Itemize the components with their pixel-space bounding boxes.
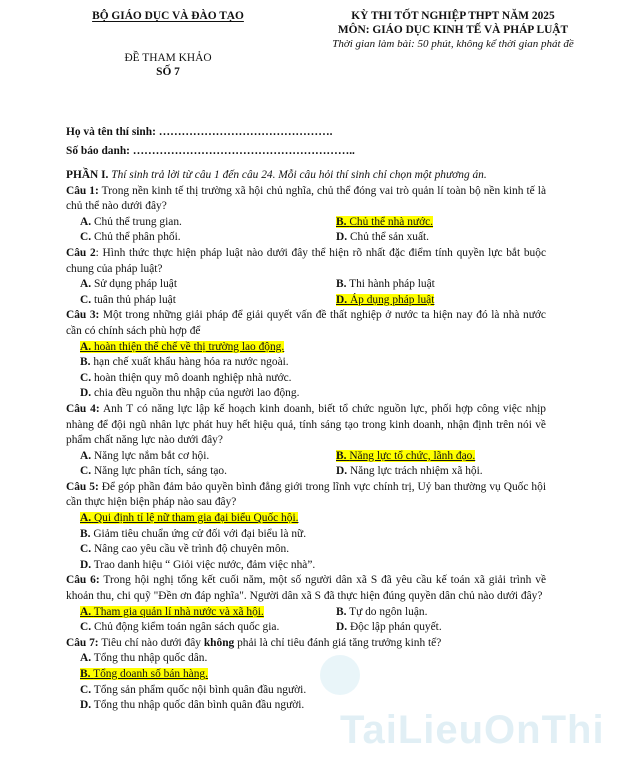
question-label: Câu 5: (66, 480, 99, 493)
option-text: Năng lực nắm bắt cơ hội. (93, 449, 210, 462)
question-7 (66, 636, 546, 652)
options-6 (66, 605, 546, 636)
question-2 (66, 246, 546, 277)
question-text: : Hình thức thực hiện pháp luật nào dưới đây thể hiện rõ nhất đặc điểm tính quyền lực bắt buộc chung của pháp luật? (66, 246, 546, 275)
option-d-correct (322, 293, 546, 309)
option-label: A. (80, 605, 92, 618)
option-b-correct (322, 449, 546, 465)
question-1 (66, 184, 546, 215)
option-text: Tự do ngôn luận. (349, 605, 428, 618)
question-text: Trong nền kinh tế thị trường xã hội chủ nghĩa, chủ thể đóng vai trò quản lí toàn bộ nền kinh tế là chủ thể nào dưới đây? (66, 184, 546, 213)
option-label: C. (80, 543, 92, 556)
option-label: D. (336, 293, 348, 306)
watermark-text: TaiLieuOnThi (340, 708, 605, 752)
option-label: A. (80, 449, 92, 462)
candidate-info (66, 123, 355, 161)
option-text: hoàn thiện thể chế về thị trường lao động. (93, 340, 285, 353)
question-label: Câu 3: (66, 309, 100, 322)
options-4 (66, 449, 546, 480)
option-text: Tổng thu nhập quốc dân bình quân đầu người. (93, 699, 305, 712)
exam-title: KỲ THI TỐT NGHIỆP THPT NĂM 2025 (351, 10, 555, 22)
option-text: Độc lập phán quyết. (349, 621, 442, 634)
option-a (66, 651, 546, 667)
option-label: B. (336, 215, 347, 228)
option-label: C. (80, 293, 92, 306)
option-c (66, 230, 322, 246)
option-label: B. (80, 527, 91, 540)
option-d (66, 558, 546, 574)
option-label: A. (80, 215, 92, 228)
option-a-correct (66, 511, 546, 527)
question-label: Câu 2 (66, 246, 96, 259)
option-text: Năng lực trách nhiệm xã hội. (349, 465, 483, 478)
option-label: C. (80, 465, 92, 478)
header-right (290, 10, 616, 50)
option-label: D. (80, 387, 92, 400)
option-text: Năng lực phân tích, sáng tạo. (93, 465, 227, 478)
options-1 (66, 215, 546, 246)
option-label: C. (80, 371, 92, 384)
option-text: Giảm tiêu chuẩn ứng cử đối với đại biểu là nữ. (93, 527, 307, 540)
option-text: hoàn thiện quy mô doanh nghiệp nhà nước. (93, 371, 292, 384)
option-b (322, 605, 546, 621)
header-left (48, 10, 288, 78)
question-text-before: Tiêu chí nào dưới đây (101, 636, 204, 649)
option-label: B. (336, 605, 347, 618)
option-d (322, 464, 546, 480)
exam-content (66, 168, 546, 714)
option-b (66, 355, 546, 371)
question-label: Câu 7: (66, 636, 99, 649)
option-text: tuân thủ pháp luật (93, 293, 176, 306)
option-text: hạn chế xuất khẩu hàng hóa ra nước ngoài. (93, 356, 289, 369)
option-d (322, 230, 546, 246)
option-b-correct (322, 215, 546, 231)
option-text: Tham gia quản lí nhà nước và xã hội. (93, 605, 264, 618)
option-label: D. (336, 465, 348, 478)
question-label: Câu 6: (66, 574, 100, 587)
option-label: B. (336, 449, 347, 462)
option-label: B. (336, 278, 347, 291)
option-a (66, 215, 322, 231)
options-7 (66, 651, 546, 713)
option-label: C. (80, 231, 92, 244)
option-text: Áp dụng pháp luật (349, 293, 435, 306)
watermark-logo-icon (320, 655, 360, 695)
option-c (66, 542, 546, 558)
option-c (66, 683, 546, 699)
option-text: Năng lực tổ chức, lãnh đạo. (349, 449, 476, 462)
option-text: Chủ thể phân phối. (93, 231, 181, 244)
option-a (66, 449, 322, 465)
option-b-correct (66, 667, 546, 683)
option-label: B. (80, 668, 91, 680)
option-label: C. (80, 621, 92, 634)
ministry-name: BỘ GIÁO DỤC VÀ ĐÀO TẠO (92, 10, 244, 22)
option-c (66, 371, 546, 387)
options-2 (66, 277, 546, 308)
reference-number: SỐ 7 (156, 66, 180, 78)
section-title: PHẦN I. (66, 169, 109, 181)
option-text: Chủ thể trung gian. (93, 215, 182, 228)
option-a-correct (66, 340, 546, 356)
option-a-correct (66, 605, 322, 621)
option-label: A. (80, 278, 92, 291)
option-a (66, 277, 322, 293)
option-text: Trao danh hiệu “ Giỏi việc nước, đảm việc nhà”. (93, 558, 316, 571)
option-text: Thi hành pháp luật (349, 278, 435, 291)
option-b (322, 277, 546, 293)
option-d (66, 386, 546, 402)
question-4 (66, 402, 546, 449)
option-label: A. (80, 652, 92, 665)
question-label: Câu 1: (66, 184, 99, 197)
option-d (322, 620, 546, 636)
question-text: Trong hội nghị tổng kết cuối năm, một số người dân xã S đã yêu cầu kế toán xã giải trình về khoản thu, chi quỹ "Đền ơn đáp nghĩa". Người dân xã S đã thực hiện đúng quyền dân chủ nào dưới đây? (66, 574, 547, 603)
reference-label: ĐỀ THAM KHẢO (124, 52, 212, 64)
question-text-after: phải là chỉ tiêu đánh giá tăng trưởng kinh tế? (234, 636, 442, 649)
option-label: D. (336, 231, 348, 244)
option-text: Chủ động kiểm toán ngân sách quốc gia. (93, 621, 280, 634)
question-6 (66, 573, 546, 604)
option-c (66, 293, 322, 309)
question-text-bold: không (203, 636, 235, 649)
exam-time-note: Thời gian làm bài: 50 phút, không kể thời gian phát đề (332, 38, 574, 50)
option-label: D. (80, 699, 92, 712)
option-label: B. (80, 356, 91, 369)
question-5 (66, 480, 546, 511)
option-text: Tổng doanh số bán hàng. (93, 668, 208, 680)
option-text: Tổng sản phẩm quốc nội bình quân đầu người. (93, 683, 307, 696)
option-label: C. (80, 683, 92, 696)
option-text: Sử dụng pháp luật (93, 278, 177, 291)
section-instruction: Thí sinh trả lời từ câu 1 đến câu 24. Mỗi câu hỏi thí sinh chỉ chọn một phương án. (111, 169, 487, 181)
question-text: Anh T có năng lực lập kế hoạch kinh doanh, biết tổ chức nguồn lực, phối hợp công việc nhịp nhàng để đội ngũ nhân lực phát huy hết hiệu quả, tính sáng tạo trong kinh doanh, nhận định trên nói về phẩm chất năng lực nào dưới đây? (66, 402, 547, 447)
option-c (66, 464, 322, 480)
option-text: Qui định tỉ lệ nữ tham gia đại biểu Quốc hội. (93, 512, 299, 525)
option-label: A. (80, 340, 92, 353)
options-3 (66, 340, 546, 402)
question-text: Một trong những giải pháp để giải quyết vấn đề thất nghiệp ở nước ta hiện nay đó là nhà nước cần có chính sách phù hợp để (66, 309, 546, 337)
option-text: Tổng thu nhập quốc dân. (93, 652, 208, 665)
option-label: A. (80, 512, 92, 525)
question-3 (66, 308, 546, 339)
option-text: Chủ thể nhà nước. (349, 215, 434, 228)
question-text: Để góp phần đảm bảo quyền bình đẳng giới trong lĩnh vực chính trị, Uỷ ban thường vụ Quốc hội cần thực hiện biện pháp nào sau đây? (66, 480, 546, 509)
section-header (66, 168, 546, 184)
candidate-id-line: Số báo danh: ………………………………………………….. (66, 145, 355, 157)
options-5 (66, 511, 546, 573)
question-label: Câu 4: (66, 402, 100, 415)
option-label: D. (336, 621, 348, 634)
option-label: D. (80, 558, 92, 571)
option-b (66, 527, 546, 543)
option-text: chia đều nguồn thu nhập của người lao động. (93, 387, 300, 400)
candidate-name-line: Họ và tên thí sinh: ………………………………………. (66, 126, 333, 138)
option-text: Nâng cao yêu cầu về trình độ chuyên môn. (93, 543, 290, 556)
exam-subject: MÔN: GIÁO DỤC KINH TẾ VÀ PHÁP LUẬT (337, 24, 569, 36)
option-c (66, 620, 322, 636)
option-text: Chủ thể sản xuất. (349, 231, 430, 244)
